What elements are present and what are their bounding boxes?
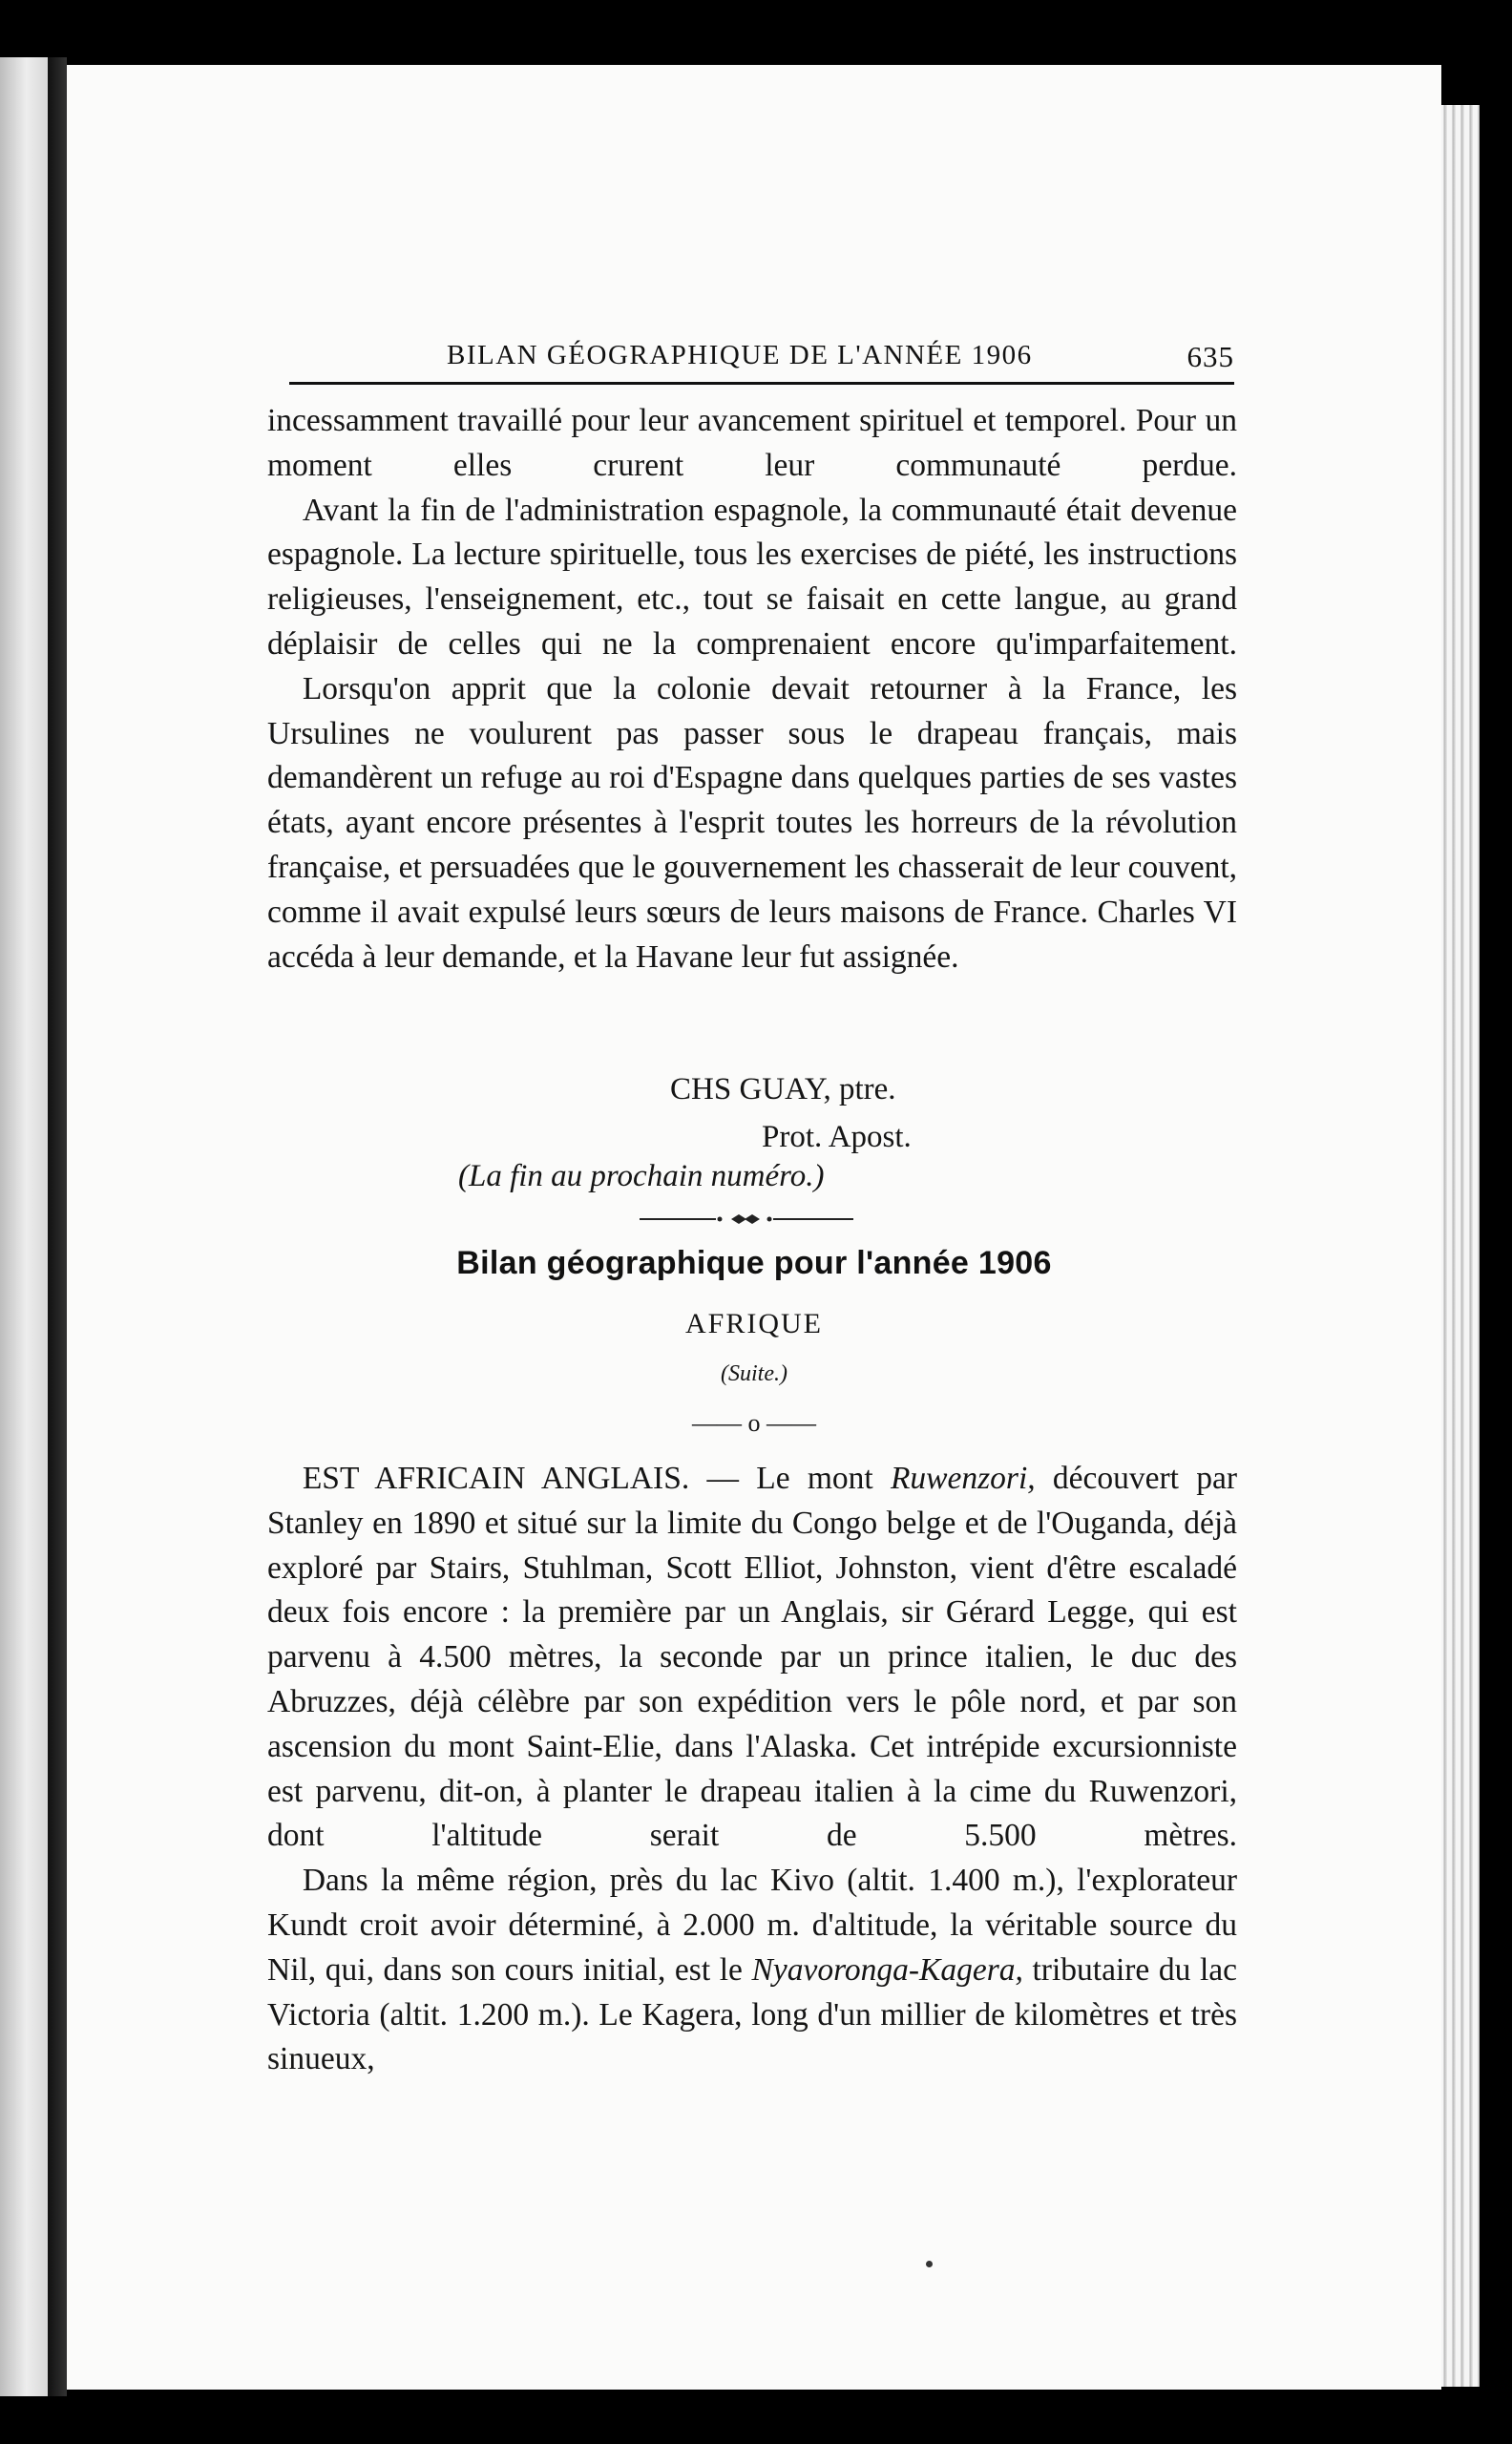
paragraph (267, 1457, 1237, 1859)
book-page (67, 65, 1441, 2390)
page-number: 635 (1186, 340, 1234, 373)
small-divider: —— o —— (692, 1409, 816, 1437)
paragraph: Avant la fin de l'administration espagnole, la communauté était devenue espagnole. La lecture spirituelle, tous les exercises de piété, les instructions religieuses, l'enseignement, etc., tout se faisait en cette langue, au grand déplaisir de celles qui ne la comprenaient encore qu'imparfaitement. (267, 492, 1237, 662)
article-text (267, 1457, 1237, 2082)
paragraph: incessamment travaillé pour leur avancement spirituel et temporel. Pour un moment elles crurent leur communauté perdue. (267, 403, 1237, 483)
paragraph (267, 1859, 1237, 2082)
left-page-edge (0, 57, 48, 2396)
region-heading: EST AFRICAIN ANGLAIS. (302, 1461, 690, 1496)
ornament-divider (640, 1212, 853, 1226)
place-name: Ruwenzori, (890, 1461, 1036, 1496)
text-run: découvert par Stanley en 1890 et situé sur la limite du Congo belge et de l'Ouganda, déjà exploré par Stairs, Stuhlman, Scott Elliot, Johnston, vient d'être escaladé deux fois encore : la première par un Anglais, sir Gérard Legge, qui est parvenu à 4.500 mètres, la seconde par un prince italien, le duc des Abruzzes, déjà célèbre par son expédition vers le pôle nord, et par son ascension du mont Saint-Elie, dans l'Alaska. Cet intrépide excursionniste est parvenu, dit-on, à planter le drapeau italien à la cime du Ruwenzori, dont l'altitude serait de 5.500 mètres. (267, 1461, 1237, 1854)
place-name: Nyavoronga-Kagera, (751, 1951, 1023, 1988)
article-subtitle: AFRIQUE (684, 1308, 823, 1339)
article-title: Bilan géographique pour l'année 1906 (456, 1245, 1052, 1281)
previous-article-text (267, 399, 1237, 980)
running-header (289, 340, 1234, 385)
binding-shadow (48, 57, 67, 2396)
text-run: — Le mont (689, 1461, 891, 1496)
text-run: Dans la même région, près du lac Kivo (altit. 1.400 m.), l'explorateur Kundt croit avoir déterminé, à 2.000 m. d'altitude, la véritable source du Nil, qui, dans son cours initial, est le (267, 1863, 1237, 1988)
continuation-note: (La fin au prochain numéro.) (458, 1159, 825, 1193)
dust-speck (926, 2261, 933, 2267)
signature-name: CHS GUAY, ptre. (670, 1072, 896, 1106)
suite-note: (Suite.) (721, 1361, 788, 1386)
paragraph: Lorsqu'on apprit que la colonie devait retourner à la France, les Ursulines ne voulurent pas passer sous le drapeau français, mais demandèrent un refuge au roi d'Espagne dans quelques parties de ses vastes états, ayant encore présentes à l'esprit toutes les horreurs de la révolution française, et persuadées que le gouvernement les chasserait de leur couvent, comme il avait expulsé leurs sœurs de leurs maisons de France. Charles VI accéda à leur demande, et la Havane leur fut assignée. (267, 670, 1237, 975)
signature-title: Prot. Apost. (762, 1120, 912, 1154)
running-title: BILAN GÉOGRAPHIQUE DE L'ANNÉE 1906 (447, 340, 1033, 370)
text-run: tributaire du lac Victoria (altit. 1.200 m.). Le Kagera, long d'un millier de kilomètres et très sinueux, (267, 1951, 1237, 2077)
